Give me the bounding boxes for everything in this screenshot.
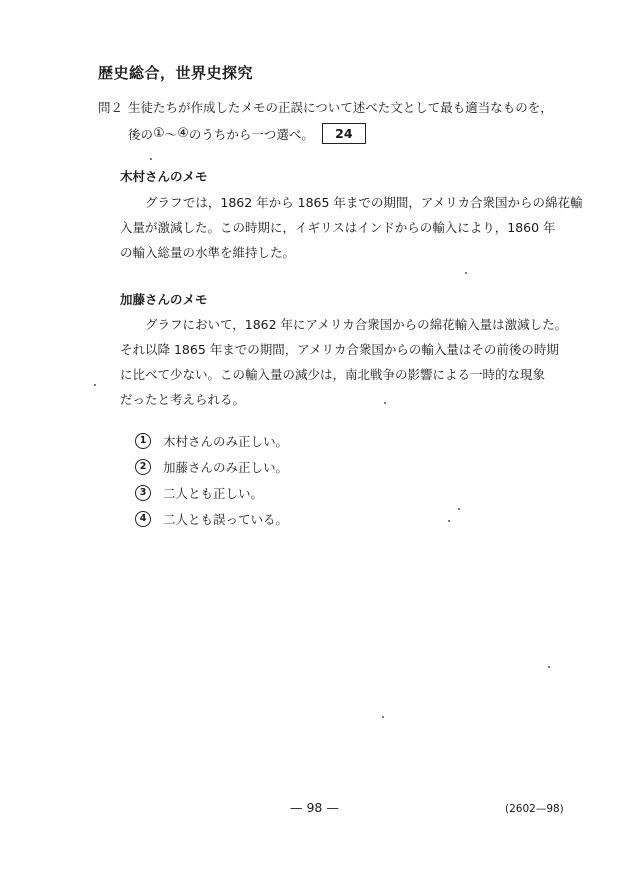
question-prefix: 後の [128, 126, 154, 142]
answer-box: 24 [322, 123, 366, 144]
memo-kimura-title: 木村さんのメモ [120, 169, 208, 184]
choice-text: 二人とも誤っている。 [163, 512, 289, 527]
choice-number: 3 [135, 485, 151, 501]
scan-speck [382, 716, 384, 718]
scan-speck [465, 272, 467, 274]
choice-number: 4 [135, 511, 151, 527]
choice-text: 二人とも正しい。 [163, 486, 264, 501]
memo-kimura-body [120, 190, 583, 265]
choice-item [135, 484, 263, 502]
question-text-line1: 生徒たちが作成したメモの正誤について述べた文として最も適当なものを， [128, 100, 553, 115]
choice-item [135, 458, 288, 476]
memo-kato-title: 加藤さんのメモ [120, 292, 208, 307]
memo-kimura-line: の輸入総量の水準を維持した。 [120, 245, 296, 260]
question-text-line2 [128, 123, 366, 144]
range-end: ④ [177, 126, 189, 141]
memo-kato-line: グラフにおいて，1862 年にアメリカ合衆国からの綿花輸入量は激減した。 [145, 317, 568, 332]
memo-kimura-line: グラフでは，1862 年から 1865 年までの期間，アメリカ合衆国からの綿花輸 [145, 195, 583, 210]
memo-kato-body [120, 312, 568, 412]
choice-item [135, 510, 288, 528]
scan-speck [548, 666, 550, 668]
question-suffix: のうちから一つ選べ。 [188, 126, 314, 142]
scan-speck [458, 508, 460, 510]
choice-item [135, 432, 288, 450]
page-code: (2602—98) [505, 803, 564, 815]
section-title: 歴史総合，世界史探究 [98, 64, 254, 82]
choice-text: 木村さんのみ正しい。 [163, 434, 289, 449]
range-separator: ～ [164, 126, 178, 142]
scan-speck [448, 520, 450, 522]
question-label: 問２ [98, 100, 124, 115]
scan-speck [150, 158, 152, 160]
memo-kato-line: それ以降 1865 年までの期間，アメリカ合衆国からの輸入量はその前後の時期 [120, 342, 559, 357]
memo-kimura-line: 入量が激減した。この時期に，イギリスはインドからの輸入により，1860 年 [120, 220, 556, 235]
choice-number: 1 [135, 433, 151, 449]
memo-kato-line: だったと考えられる。 [120, 392, 246, 407]
choice-text: 加藤さんのみ正しい。 [163, 460, 289, 475]
scan-speck [384, 402, 386, 404]
memo-kato-line: に比べて少ない。この輸入量の減少は，南北戦争の影響による一時的な現象 [120, 367, 546, 382]
choice-number: 2 [135, 459, 151, 475]
scan-speck [94, 384, 96, 386]
range-start: ① [153, 126, 165, 141]
page-number: — 98 — [290, 800, 339, 815]
